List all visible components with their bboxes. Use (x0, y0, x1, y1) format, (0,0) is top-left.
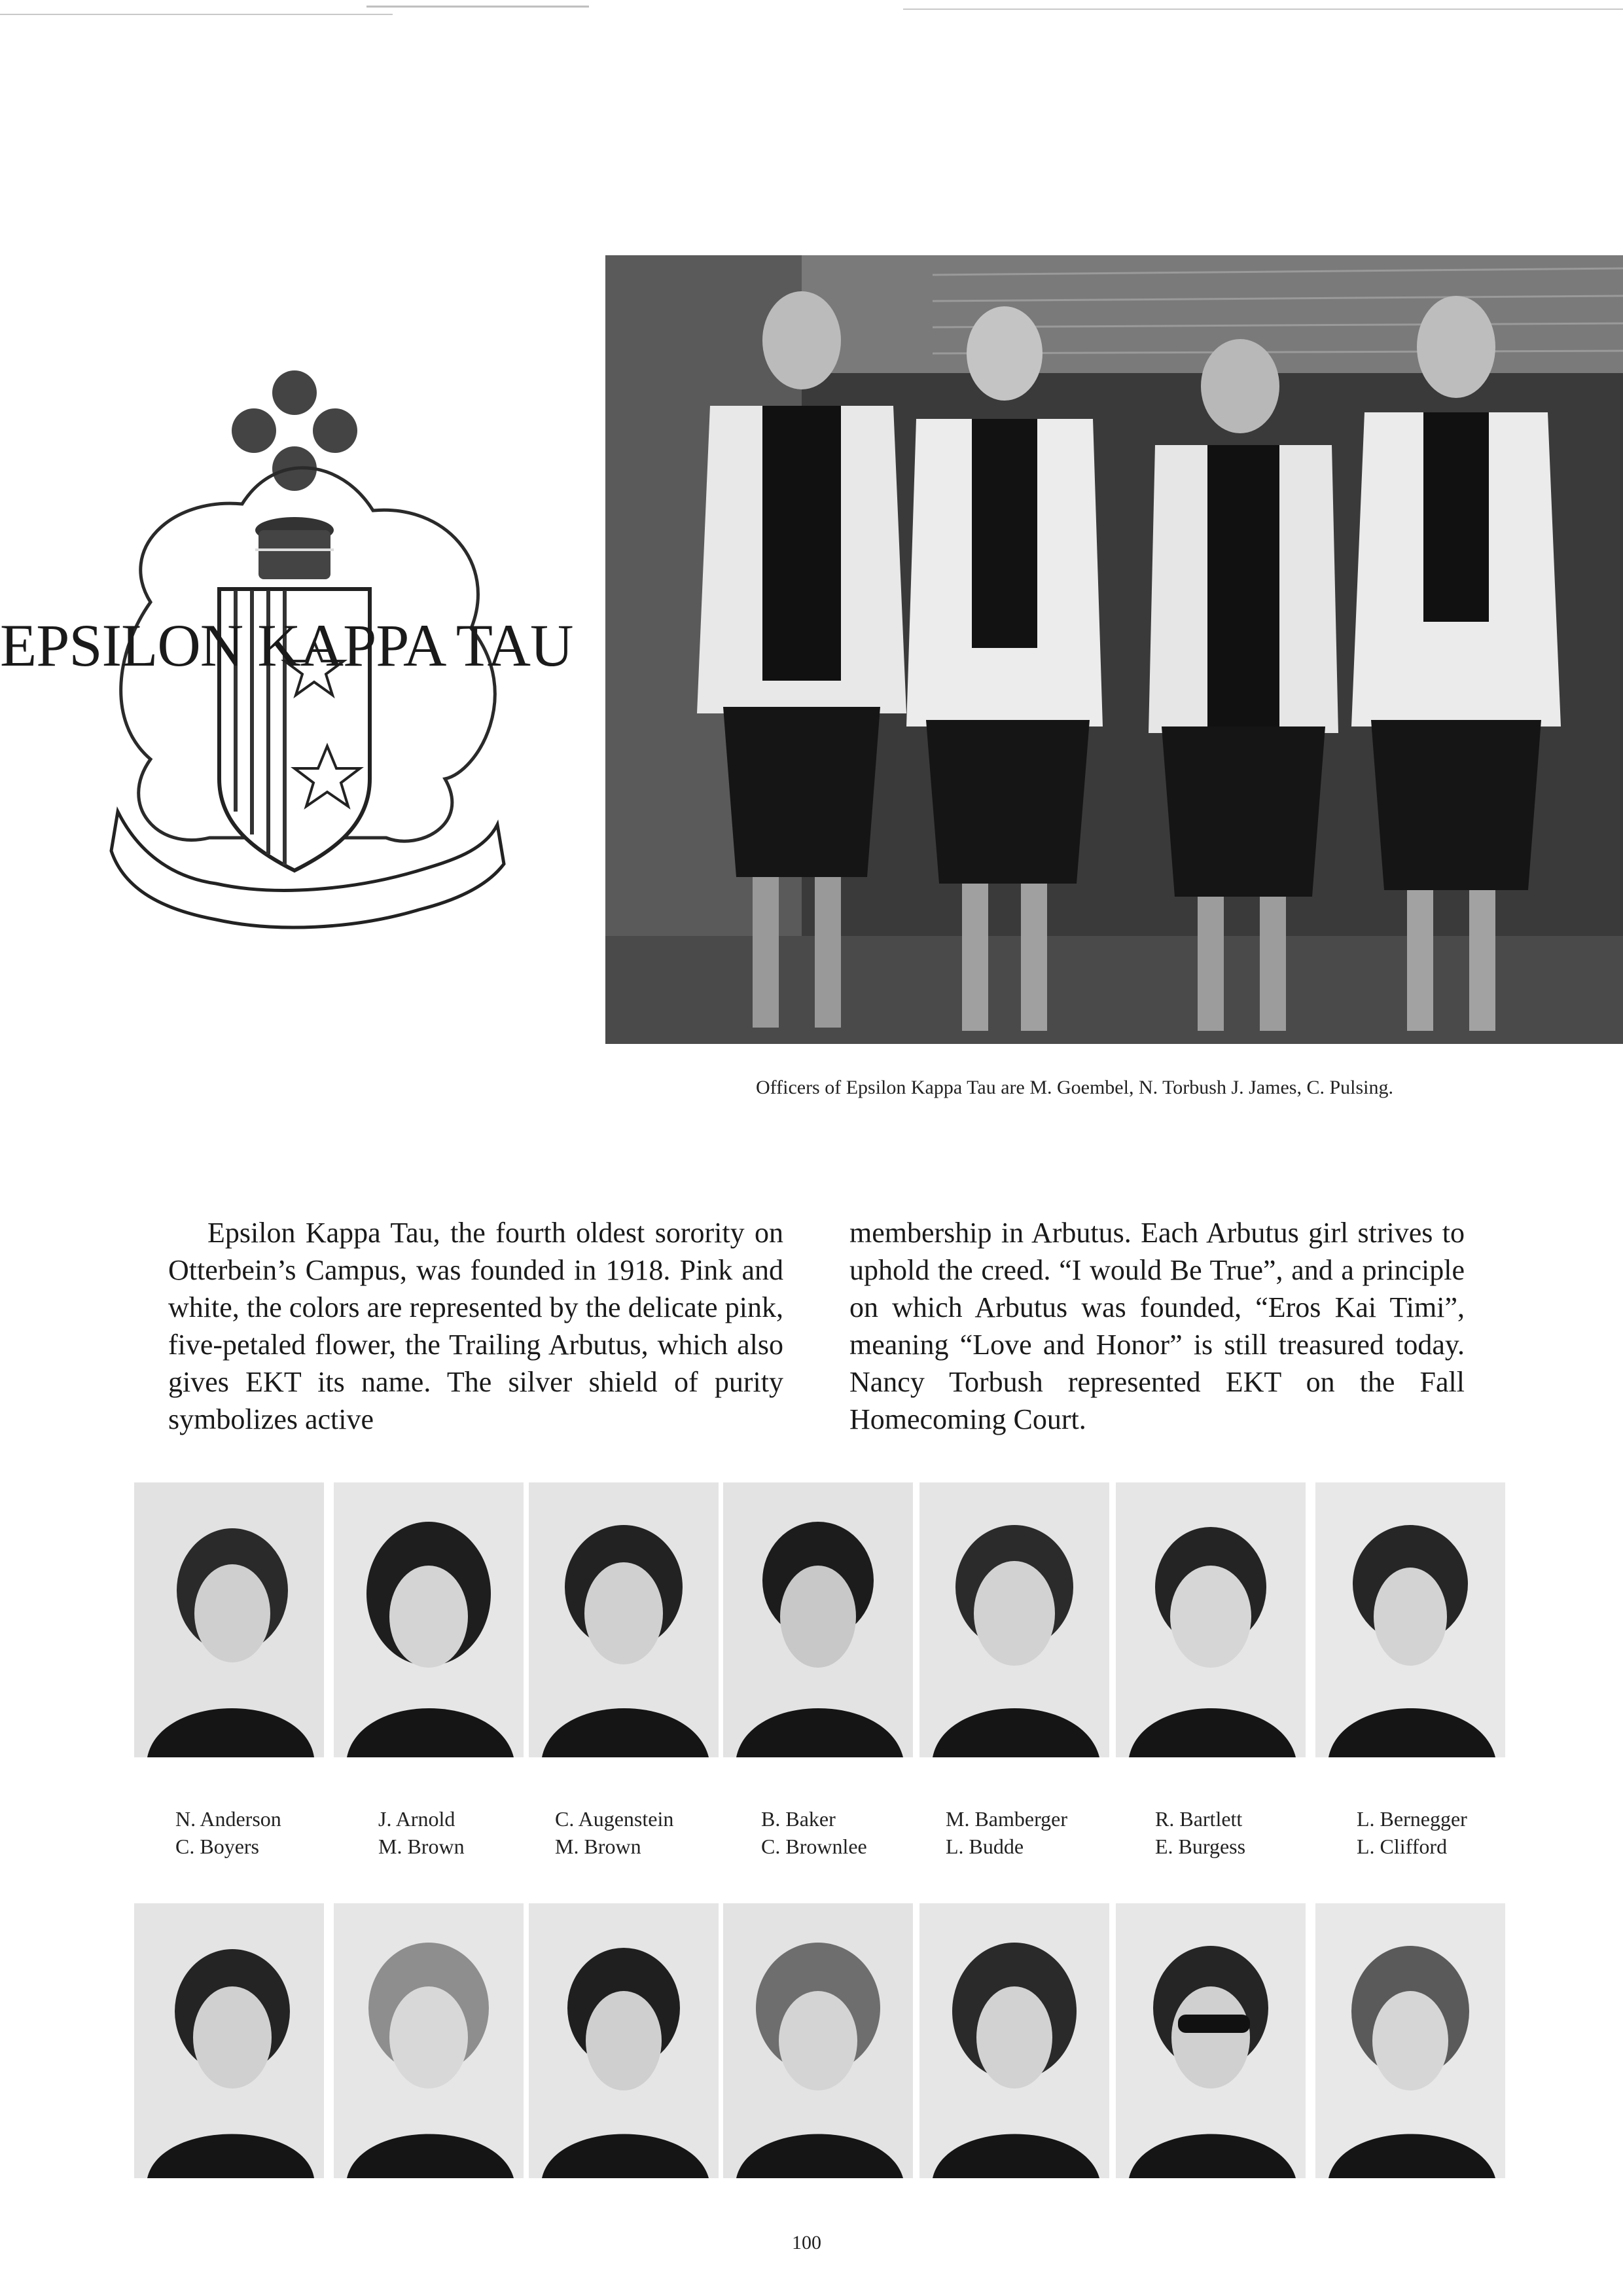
portrait-photo (134, 1903, 324, 2178)
portrait-photo (723, 1482, 913, 1757)
portrait-names: M. Bamberger L. Budde (946, 1807, 1068, 1858)
portrait-names: B. Baker C. Brownlee (761, 1807, 867, 1858)
officers-group-photo (605, 255, 1623, 1044)
portrait-photo (1116, 1482, 1306, 1757)
portrait-names: R. Bartlett E. Burgess (1155, 1807, 1246, 1858)
page-number: 100 (792, 2232, 821, 2253)
article-left-column: Epsilon Kappa Tau, the fourth oldest sorority on Otterbein’s Campus, was founded in 1918. Pink and white, the colors are represented by the delicate pink, five-petaled flower, the Trailing Arbutus, which also gives EKT its name. The silver shield of purity symbolizes active (168, 1217, 783, 1435)
photo-caption: Officers of Epsilon Kappa Tau are M. Goembel, N. Torbush J. James, C. Pulsing. (756, 1077, 1394, 1098)
flower-emblem-icon (232, 370, 357, 491)
portrait-photo (723, 1903, 913, 2178)
portrait-photo (529, 1482, 719, 1757)
portrait-photo (919, 1903, 1109, 2178)
portrait-names: N. Anderson C. Boyers (175, 1807, 281, 1858)
portrait-photo (134, 1482, 324, 1757)
portrait-photo (529, 1903, 719, 2178)
article-right-column: membership in Arbutus. Each Arbutus girl strives to uphold the creed. “I would Be True”, and a principle on which Arbutus was founded, “Eros Kai Timi”, meaning “Love and Honor” is still treasured today. Nancy Torbush represented EKT on the Fall Homecoming Court. (849, 1217, 1465, 1435)
portrait-photo (334, 1482, 524, 1757)
portrait-names: L. Bernegger L. Clifford (1357, 1807, 1467, 1858)
portrait-photo (1116, 1903, 1306, 2178)
portrait-photo (334, 1903, 524, 2178)
group-photo-icon (605, 255, 1623, 1044)
portrait-names: J. Arnold M. Brown (378, 1807, 465, 1858)
portrait-photo (919, 1482, 1109, 1757)
portrait-names: C. Augenstein M. Brown (555, 1807, 674, 1858)
scan-artifact (0, 0, 1623, 26)
portrait-photo (1315, 1903, 1505, 2178)
page-title: EPSILON KAPPA TAU (0, 612, 573, 679)
portrait-photo (1315, 1482, 1505, 1757)
